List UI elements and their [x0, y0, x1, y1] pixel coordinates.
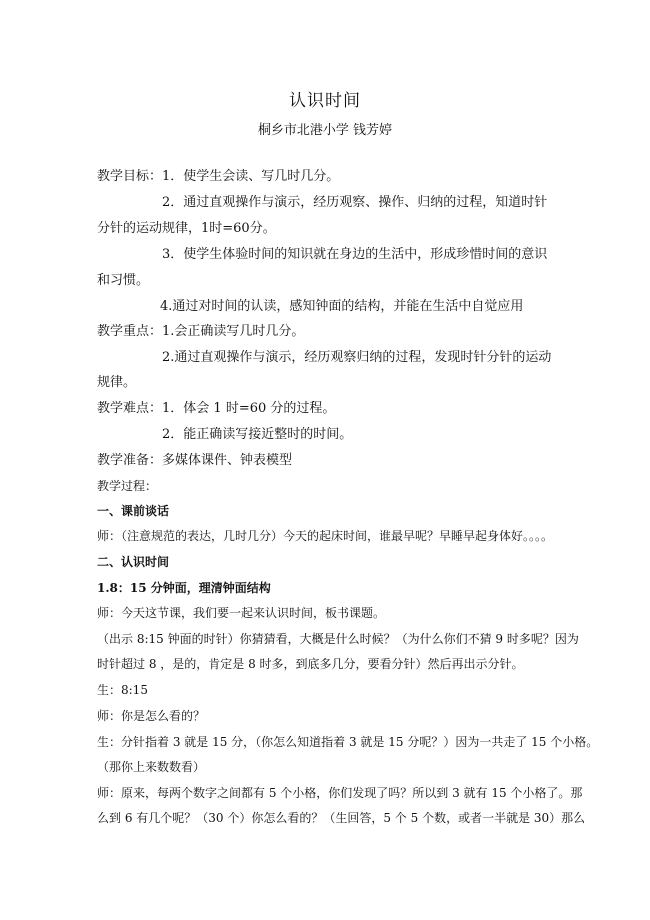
- difficulties-label: 教学难点：: [97, 401, 163, 416]
- difficulty-item-2: 2．能正确读写接近整时的时间。: [162, 427, 353, 442]
- objective-item-2-line-1: 2．通过直观操作与演示，经历观察、操作、归纳的过程，知道时针: [162, 195, 548, 210]
- objectives-label: 教学目标：: [97, 169, 163, 184]
- key-point-item-1: 1.会正确读写几时几分。: [162, 324, 305, 339]
- section-2-paragraph-5-line-2: （那你上来数数看）: [97, 760, 206, 774]
- document-author: 桐乡市北港小学 钱芳婷: [257, 123, 393, 138]
- section-2-paragraph-2-line-1: （出示 8:15 钟面的时针）你猜猜看，大概是什么时候？（为什么你们不猜 9 时多呢？因为: [97, 632, 579, 646]
- process-label: 教学过程：: [97, 479, 158, 493]
- key-points-line-1: [97, 323, 557, 341]
- objective-item-1: 1．使学生会读、写几时几分。: [162, 169, 340, 184]
- difficulties-line-1: [97, 400, 557, 418]
- objective-item-3-line-2: 和习惯。: [97, 273, 150, 288]
- document-title: 认识时间: [289, 91, 361, 111]
- objective-item-3-line-1: 3．使学生体验时间的知识就在身边的生活中，形成珍惜时间的意识: [162, 247, 548, 262]
- section-2-subheading: 1.8：15 分钟面，理清钟面结构: [97, 581, 271, 595]
- section-2-paragraph-6-line-2: 么到 6 有几个呢？（30 个）你怎么看的？（生回答，5 个 5 个数，或者一半就是 30）那么: [97, 811, 586, 825]
- section-1-paragraph-1: 师：（注意规范的表达，几时几分）今天的起床时间，谁最早呢？早睡早起身体好。。。。: [97, 529, 554, 543]
- section-2-paragraph-4: 师：你是怎么看的？: [97, 709, 206, 723]
- section-2-paragraph-1: 师：今天这节课，我们要一起来认识时间，板书课题。: [97, 606, 386, 620]
- key-point-item-2-line-1: 2.通过直观操作与演示，经历观察归纳的过程，发现时针分针的运动: [162, 350, 552, 365]
- section-1-heading: 一、课前谈话: [97, 504, 170, 518]
- key-points-label: 教学重点：: [97, 324, 163, 339]
- section-2-paragraph-3: 生：8:15: [97, 683, 148, 697]
- objective-item-2-line-2: 分针的运动规律，1时=60分。: [97, 221, 276, 236]
- difficulty-item-1: 1．体会 1 时=60 分的过程。: [162, 401, 336, 416]
- section-2-heading: 二、认识时间: [97, 555, 170, 569]
- section-2-paragraph-6-line-1: 师：原来，每两个数字之间都有 5 个小格，你们发现了吗？所以到 3 就有 15 个小格了。那: [97, 786, 583, 800]
- section-2-paragraph-5-line-1: 生：分针指着 3 就是 15 分，（你怎么知道指着 3 就是 15 分呢？）因为一共走了 15 个小格。: [97, 735, 599, 749]
- objectives-line-1: [97, 168, 557, 186]
- objective-item-4: 4.通过对时间的认读，感知钟面的结构，并能在生活中自觉应用: [160, 299, 524, 314]
- key-point-item-2-line-2: 规律。: [97, 375, 137, 390]
- section-2-paragraph-2-line-2: 时针超过 8 ，是的，肯定是 8 时多，到底多几分，要看分针）然后再出示分针。: [97, 657, 524, 671]
- preparation: 教学准备：多媒体课件、钟表模型: [97, 453, 293, 468]
